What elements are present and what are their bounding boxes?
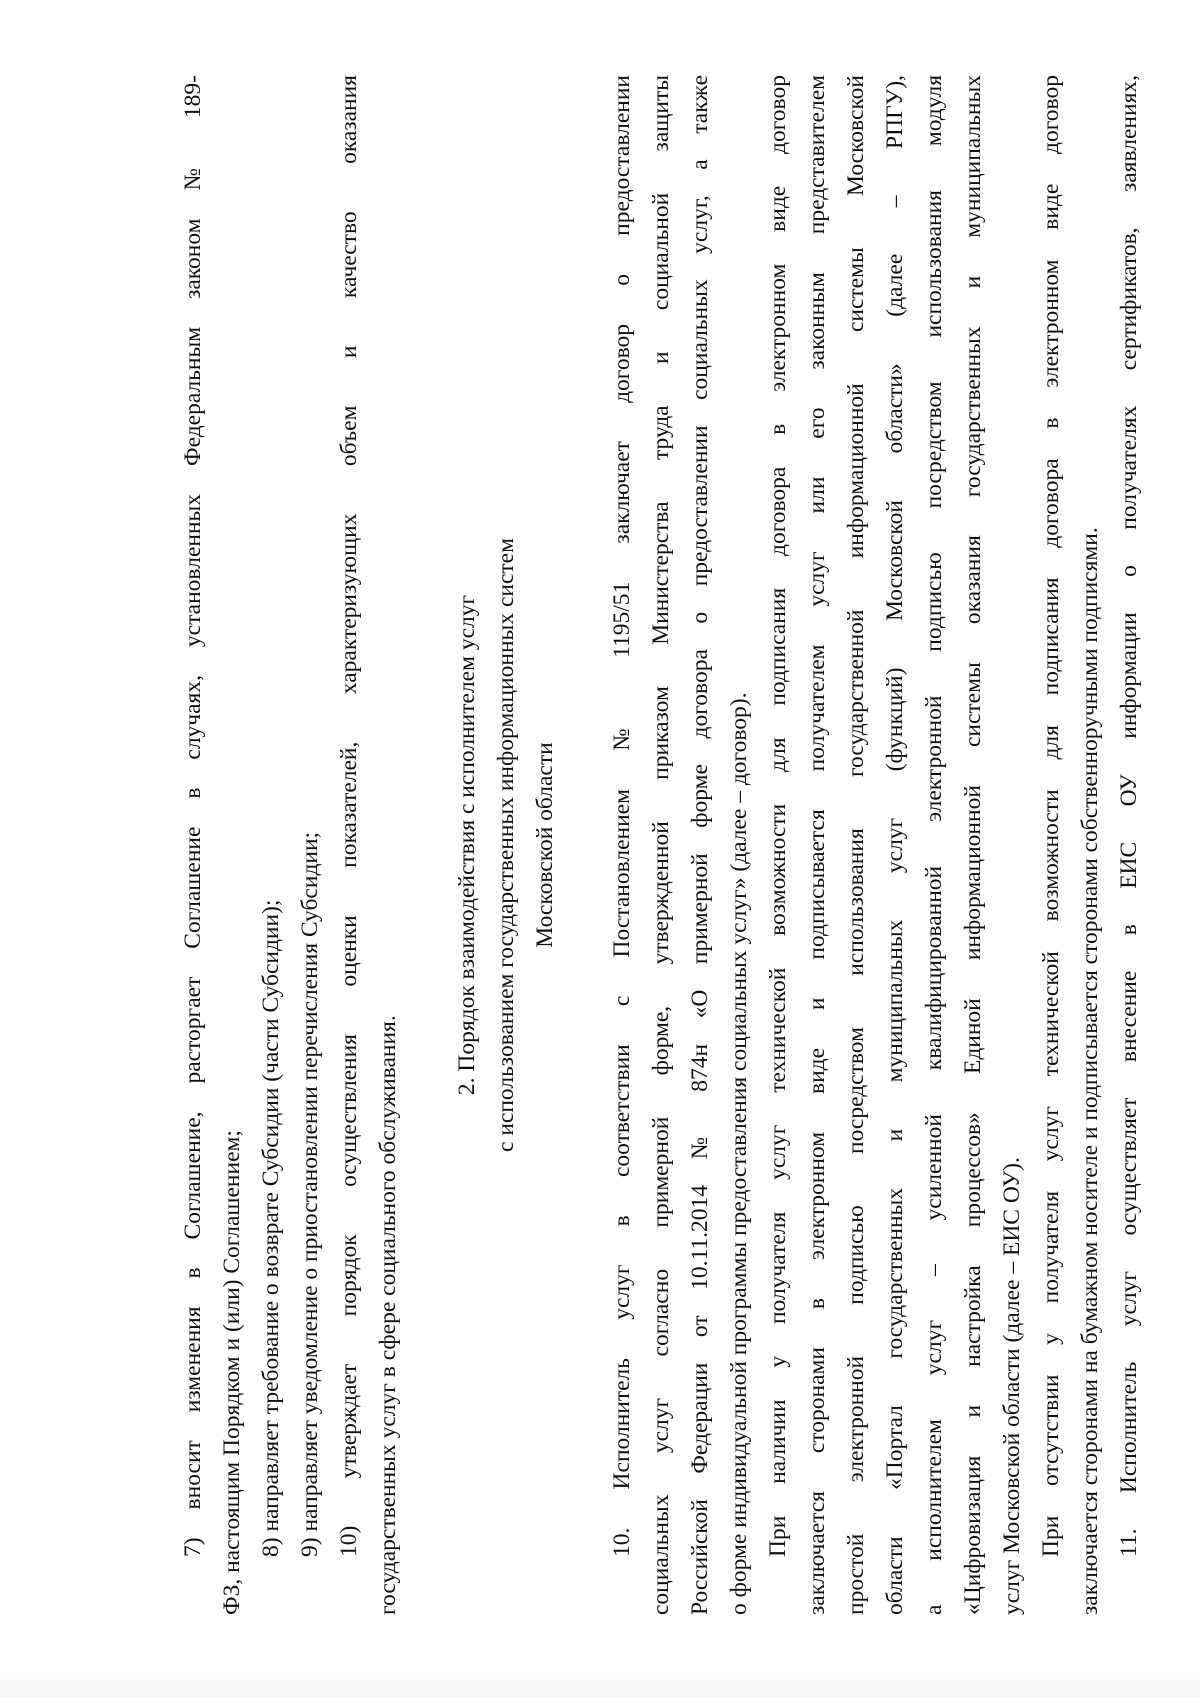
text-line-11: социальных услуг согласно примерной форме, утвержденной приказом Министерства труда и социальной защиты: [648, 75, 674, 1615]
scan-edge-shadow: [0, 1663, 1200, 1697]
text-line-16: простой электронной подписью посредством использования государственной информационной системы Московской: [843, 75, 869, 1615]
text-line-10: 10. Исполнитель услуг в соответствии с Постановлением № 1195/51 заключает договор о предоставлении: [609, 75, 635, 1557]
text-line-18: а исполнителем услуг – усиленной квалифицированной электронной подписью посредством использования модуля: [921, 75, 947, 1615]
text-line-1: 7) вносит изменения в Соглашение, расторгает Соглашение в случаях, установленных Федеральным законом № 189-: [180, 75, 206, 1557]
rotated-content: [140, 75, 1142, 1615]
section-heading-line-3: Московской области: [532, 742, 558, 948]
text-line-12: Российской Федерации от 10.11.2014 № 874н «О примерной форме договора о предоставлении социальных услуг, а также: [687, 75, 713, 1615]
text-line-22: заключается сторонами на бумажном носителе и подписывается сторонами собственноручными подписями.: [1077, 527, 1103, 1615]
text-line-17: области «Портал государственных и муниципальных услуг (функций) Московской области» (далее – РПГУ),: [882, 75, 908, 1615]
text-line-3: 8) направляет требование о возврате Субсидии (части Субсидии);: [258, 899, 284, 1557]
section-heading-line-1: 2. Порядок взаимодействия с исполнителем услуг: [454, 594, 480, 1096]
text-line-13: о форме индивидуальной программы предоставления социальных услуг» (далее – договор).: [726, 692, 752, 1615]
text-line-4: 9) направляет уведомление о приостановлении перечисления Субсидии;: [297, 831, 323, 1557]
text-line-15: заключается сторонами в электронном виде и подписывается получателем услуг или его законным представителем: [804, 75, 830, 1615]
text-line-2: ФЗ, настоящим Порядком и (или) Соглашением;: [219, 1130, 245, 1615]
text-line-14: При наличии у получателя услуг технической возможности для подписания договора в электронном виде договор: [765, 75, 791, 1557]
text-line-23: 11. Исполнитель услуг осуществляет внесение в ЕИС ОУ информации о получателях сертификатов, заявлениях,: [1116, 75, 1142, 1557]
text-line-6: государственных услуг в сфере социального обслуживания.: [375, 1015, 401, 1615]
text-line-21: При отсутствии у получателя услуг технической возможности для подписания договора в электронном виде договор: [1038, 75, 1064, 1557]
text-line-5: 10) утверждает порядок осуществления оценки показателей, характеризующих объем и качество оказания: [336, 75, 362, 1557]
section-heading-line-2: с использованием государственных информационных систем: [493, 538, 519, 1152]
text-line-19: «Цифровизация и настройка процессов» Единой информационной системы оказания государственных и муниципальных: [960, 75, 986, 1615]
text-line-20: услуг Московской области (далее – ЕИС ОУ).: [999, 1157, 1025, 1615]
